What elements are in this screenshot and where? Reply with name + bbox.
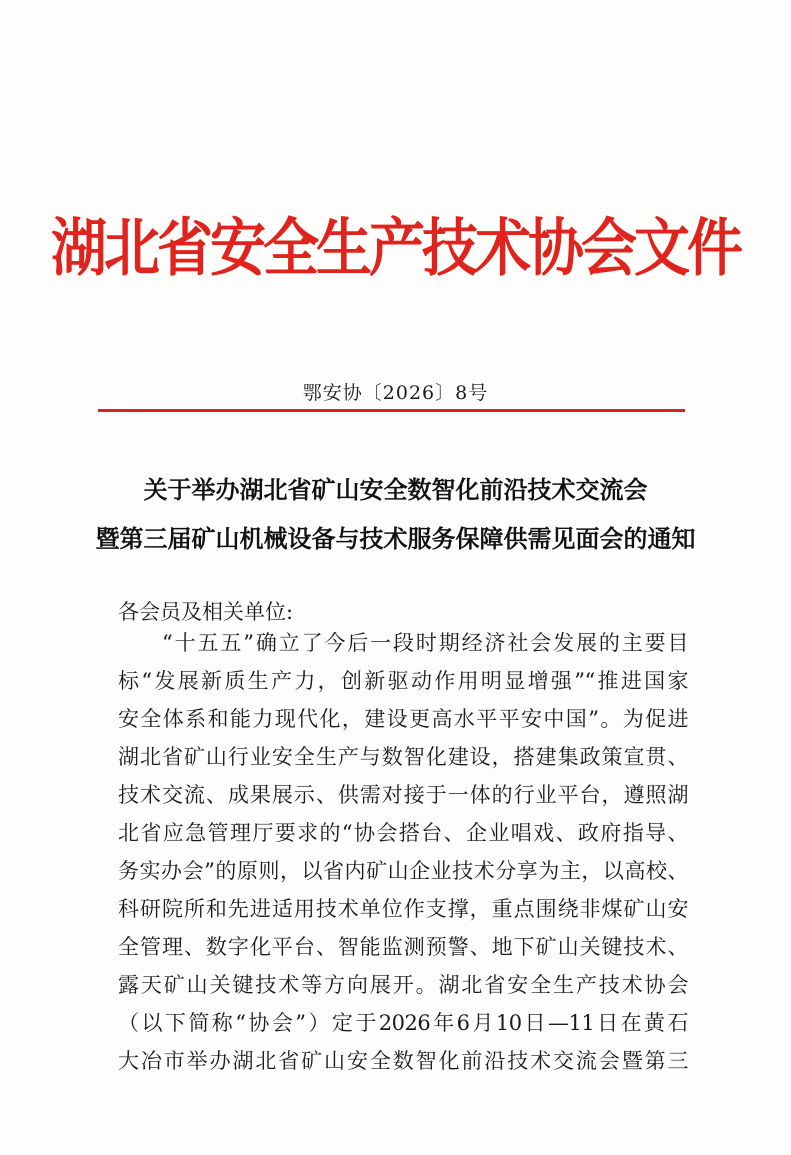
body-line-10: 露天矿山关键技术等方向展开。湖北省安全生产技术协会 bbox=[118, 973, 688, 997]
body-line-5: 技术交流、成果展示、供需对接于一体的行业平台，遵照湖 bbox=[118, 783, 688, 807]
body-line-9: 全管理、数字化平台、智能监测预警、地下矿山关键技术、 bbox=[118, 935, 688, 959]
salutation: 各会员及相关单位: bbox=[118, 600, 294, 624]
body-line-8: 科研院所和先进适用技术单位作支撑，重点围绕非煤矿山安 bbox=[118, 897, 688, 921]
body-line-4: 湖北省矿山行业安全生产与数智化建设，搭建集政策宣贯、 bbox=[118, 745, 688, 769]
body-line-7: 务实办会”的原则，以省内矿山企业技术分享为主，以高校、 bbox=[118, 859, 688, 883]
body-line-1: “十五五”确立了今后一段时期经济社会发展的主要目 bbox=[162, 631, 688, 655]
body-line-11: （以下简称“协会”）定于2026年6月10日—11日在黄石 bbox=[118, 1011, 688, 1035]
body-line-3: 安全体系和能力现代化，建设更高水平平安中国”。为促进 bbox=[118, 707, 688, 731]
body-line-12: 大冶市举办湖北省矿山安全数智化前沿技术交流会暨第三 bbox=[118, 1049, 688, 1073]
org-header-title: 湖北省安全生产技术协会文件 bbox=[51, 211, 740, 286]
notice-title-line-1: 关于举办湖北省矿山安全数智化前沿技术交流会 bbox=[143, 476, 648, 504]
body-line-6: 北省应急管理厅要求的“协会搭台、企业唱戏、政府指导、 bbox=[118, 821, 688, 845]
notice-title-line-2: 暨第三届矿山机械设备与技术服务保障供需见面会的通知 bbox=[95, 525, 696, 553]
document-number: 鄂安协〔2026〕8号 bbox=[302, 382, 489, 404]
body-line-2: 标“发展新质生产力，创新驱动作用明显增强”“推进国家 bbox=[118, 669, 688, 693]
red-separator-line bbox=[98, 409, 685, 412]
